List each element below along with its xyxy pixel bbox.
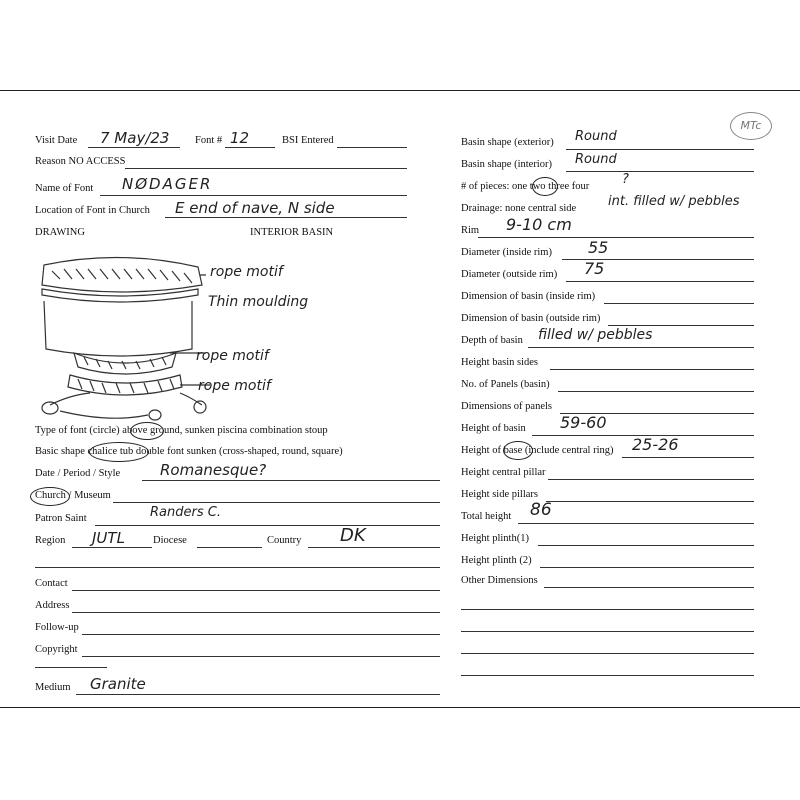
- height-pillar-label: Height central pillar: [461, 467, 546, 478]
- rim-line: [478, 237, 754, 238]
- basic-shape-label: Basic shape chalice tub double font sunken (cross-shaped, round, square): [35, 446, 343, 457]
- diameter-outside-line: [566, 281, 754, 282]
- church-circle: [30, 487, 70, 506]
- drainage-label: Drainage: none central side: [461, 203, 577, 214]
- country-label: Country: [267, 535, 302, 546]
- chalice-tub-circle: [89, 442, 149, 462]
- font-type-label: Type of font (circle) above ground, sunken piscina combination stoup: [35, 425, 328, 436]
- copyright-label: Copyright: [35, 644, 78, 655]
- reason-label: Reason NO ACCESS: [35, 156, 126, 167]
- height-side-pillars-label: Height side pillars: [461, 489, 538, 500]
- panels-label: No. of Panels (basin): [461, 379, 550, 390]
- medium-value[interactable]: Granite: [90, 675, 146, 693]
- note-rope-motif-2: rope motif: [196, 348, 269, 364]
- basin-sides-line: [550, 369, 754, 370]
- diocese-label: Diocese: [153, 535, 187, 546]
- note-thin-moulding: Thin moulding: [208, 294, 309, 310]
- country-value[interactable]: DK: [340, 525, 366, 546]
- font-name-label: Name of Font: [35, 183, 94, 194]
- visit-date-label: Visit Date: [35, 135, 78, 146]
- diameter-inside-label: Diameter (inside rim): [461, 247, 552, 258]
- height-base-value[interactable]: 25-26: [632, 435, 679, 454]
- height-basin-label: Height of basin: [461, 423, 526, 434]
- visit-date-value[interactable]: 7 May/23: [100, 129, 170, 147]
- base-circle: [503, 441, 533, 460]
- country-line: [308, 547, 440, 548]
- depth-line: [528, 347, 754, 348]
- above-ground-circle: [130, 422, 164, 440]
- dimension-inside-label: Dimension of basin (inside rim): [461, 291, 596, 302]
- basin-exterior-value[interactable]: Round: [575, 129, 617, 144]
- other-dimensions-line: [544, 587, 754, 588]
- diocese-line: [197, 547, 262, 548]
- total-height-value[interactable]: 86: [530, 500, 552, 520]
- two-circle: [532, 177, 558, 196]
- font-number-line: [225, 147, 275, 148]
- address-line: [72, 612, 440, 613]
- note-rope-motif-1: rope motif: [210, 264, 283, 280]
- diameter-outside-value[interactable]: 75: [584, 259, 605, 278]
- other-line-1: [461, 609, 754, 610]
- church-museum-line: [113, 502, 440, 503]
- church-museum-label: Church / Museum: [35, 490, 111, 501]
- total-height-line: [518, 523, 754, 524]
- plinth1-line: [538, 545, 754, 546]
- visit-date-line: [88, 147, 180, 148]
- other-dimensions-label: Other Dimensions: [461, 575, 538, 586]
- other-line-2: [461, 631, 754, 632]
- rim-value[interactable]: 9-10 cm: [506, 215, 572, 234]
- font-number-value[interactable]: 12: [230, 129, 250, 147]
- patron-saint-label: Patron Saint: [35, 513, 87, 524]
- plinth2-line: [540, 567, 754, 568]
- interior-basin-label: INTERIOR BASIN: [250, 227, 334, 238]
- dimension-outside-label: Dimension of basin (outside rim): [461, 313, 601, 324]
- pieces-value[interactable]: ?: [622, 172, 629, 187]
- location-label: Location of Font in Church: [35, 205, 150, 216]
- diameter-outside-label: Diameter (outside rim): [461, 269, 558, 280]
- basin-exterior-label: Basin shape (exterior): [461, 137, 554, 148]
- short-line: [35, 667, 107, 668]
- contact-label: Contact: [35, 578, 68, 589]
- font-name-value[interactable]: NØDAGER: [122, 175, 213, 193]
- font-number-label: Font #: [195, 135, 223, 146]
- panels-line: [558, 391, 754, 392]
- bsi-entered-line: [337, 147, 407, 148]
- patron-saint-line: [95, 525, 440, 526]
- basin-interior-value[interactable]: Round: [575, 152, 617, 167]
- initials-stamp: MTc: [730, 112, 772, 140]
- bsi-entered-label: BSI Entered: [282, 135, 334, 146]
- drainage-value[interactable]: int. filled w/ pebbles: [608, 194, 740, 209]
- followup-line: [82, 634, 440, 635]
- date-period-value[interactable]: Romanesque?: [160, 461, 267, 479]
- basin-interior-line: [566, 171, 754, 172]
- diameter-inside-value[interactable]: 55: [588, 238, 609, 257]
- address-label: Address: [35, 600, 70, 611]
- depth-value[interactable]: filled w/ pebbles: [538, 327, 653, 343]
- medium-label: Medium: [35, 682, 71, 693]
- basin-exterior-line: [566, 149, 754, 150]
- basin-sides-label: Height basin sides: [461, 357, 538, 368]
- pieces-label: # of pieces: one two three four: [461, 181, 590, 192]
- followup-label: Follow-up: [35, 622, 79, 633]
- blank-line: [35, 567, 440, 568]
- location-line: [165, 217, 407, 218]
- dimension-outside-line: [608, 325, 754, 326]
- location-value[interactable]: E end of nave, N side: [175, 199, 335, 217]
- depth-label: Depth of basin: [461, 335, 523, 346]
- medium-line: [76, 694, 440, 695]
- font-name-line: [100, 195, 407, 196]
- height-base-line: [622, 457, 754, 458]
- plinth1-label: Height plinth(1): [461, 533, 529, 544]
- region-line: [72, 547, 152, 548]
- height-basin-value[interactable]: 59-60: [560, 413, 607, 432]
- rim-label: Rim: [461, 225, 480, 236]
- drawing-label: DRAWING: [35, 227, 85, 238]
- reason-line: [125, 168, 407, 169]
- height-side-pillars-line: [546, 501, 754, 502]
- height-base-label: Height of base (include central ring): [461, 445, 614, 456]
- basin-interior-label: Basin shape (interior): [461, 159, 552, 170]
- date-period-line: [142, 480, 440, 481]
- note-rope-motif-3: rope motif: [198, 378, 271, 394]
- copyright-line: [82, 656, 440, 657]
- date-period-label: Date / Period / Style: [35, 468, 121, 479]
- panel-dimensions-label: Dimensions of panels: [461, 401, 552, 412]
- region-label: Region: [35, 535, 66, 546]
- region-value[interactable]: JUTL: [92, 529, 125, 547]
- height-pillar-line: [548, 479, 754, 480]
- total-height-label: Total height: [461, 511, 512, 522]
- contact-line: [72, 590, 440, 591]
- plinth2-label: Height plinth (2): [461, 555, 532, 566]
- other-line-4: [461, 675, 754, 676]
- other-line-3: [461, 653, 754, 654]
- patron-saint-value[interactable]: Randers C.: [150, 505, 221, 520]
- dimension-inside-line: [604, 303, 754, 304]
